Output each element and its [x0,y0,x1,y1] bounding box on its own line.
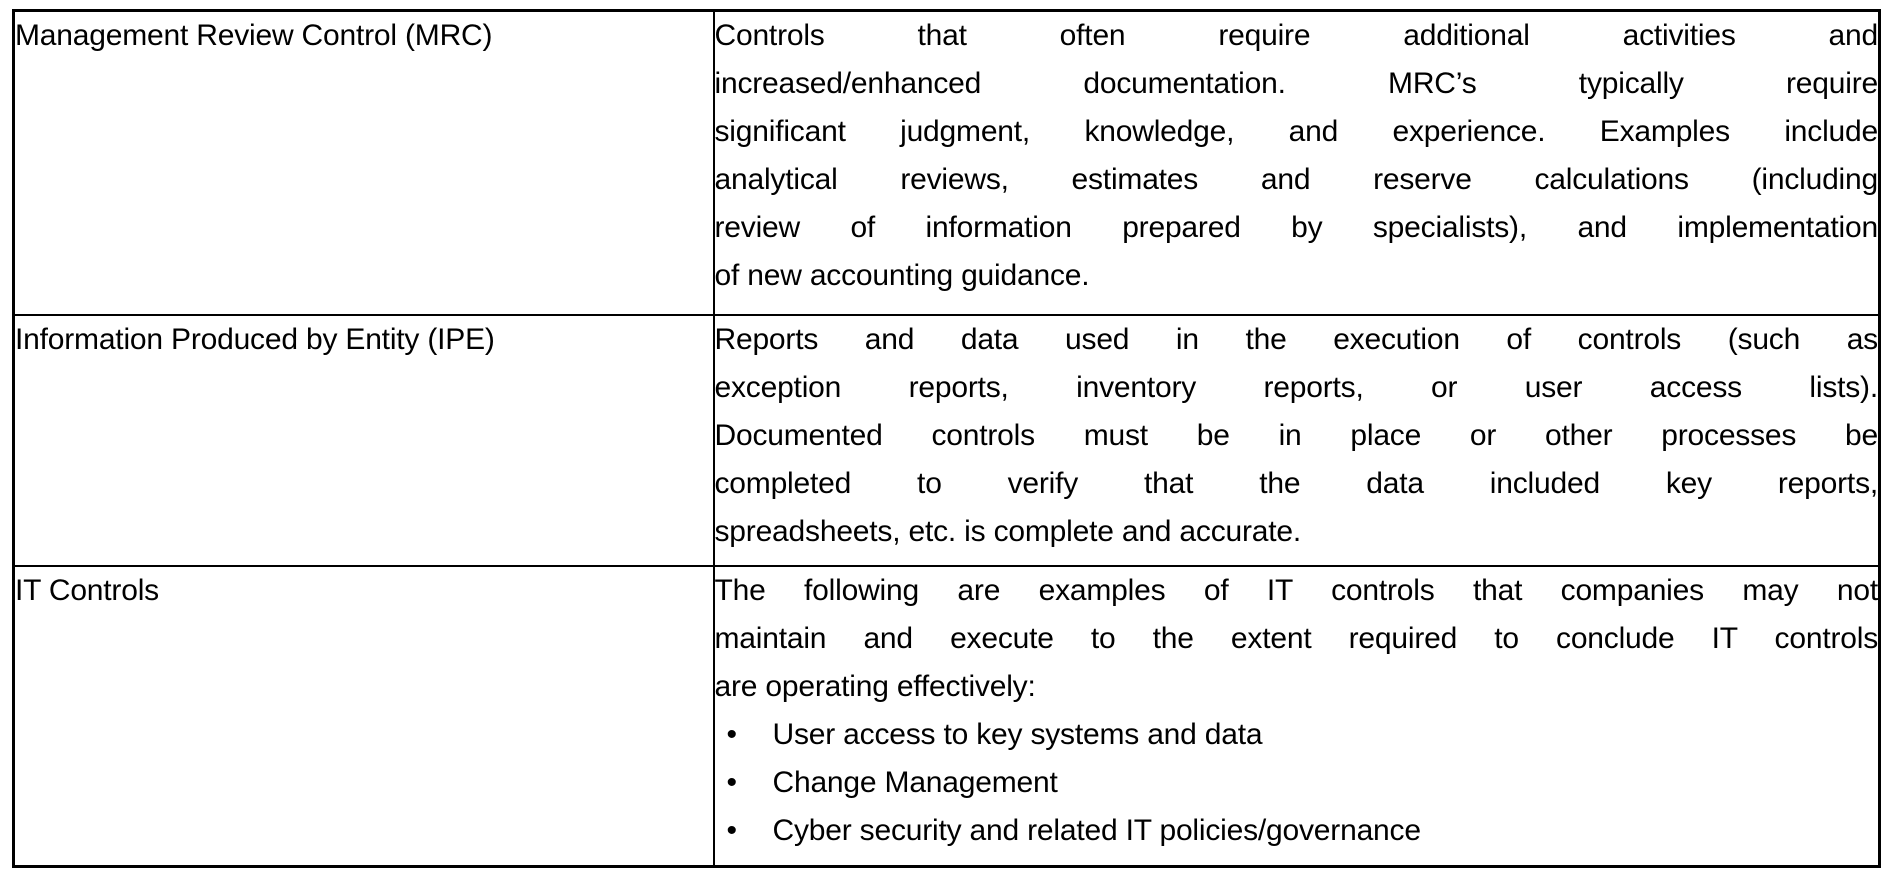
term-cell [14,11,714,315]
term-label: Management Review Control (MRC) [15,19,493,52]
definition-line: are operating effectively: [714,669,1036,703]
bullet-list [715,711,1879,855]
definition-cell [714,566,1880,867]
term-label: IT Controls [15,573,159,607]
definition-line: exception reports, inventory reports, or user access lists). [714,370,1878,404]
table-row [14,315,1880,566]
bullet-text: Cyber security and related IT policies/governance [772,813,1421,847]
bullet-text: User access to key systems and data [772,717,1263,751]
bullet-item [715,711,1879,759]
definition-line: Reports and data used in the execution of controls (such as [714,322,1878,356]
definition-line: of new accounting guidance. [714,259,1090,292]
definition-cell [714,315,1880,566]
term-cell [14,315,714,566]
definition-line: increased/enhanced documentation. MRC’s typically require [714,67,1878,100]
definition-line: significant judgment, knowledge, and experience. Examples include [714,115,1878,148]
definition-line: spreadsheets, etc. is complete and accurate. [714,514,1302,548]
bullet-icon: • [726,717,737,751]
definition-line: completed to verify that the data included key reports, [714,466,1878,500]
definition-line: Documented controls must be in place or other processes be [714,418,1878,452]
bullet-text: Change Management [772,765,1058,799]
definition-line: maintain and execute to the extent required to conclude IT controls [714,621,1878,655]
definitions-table [12,9,1881,868]
bullet-icon: • [726,765,737,799]
bullet-item [715,807,1879,855]
bullet-item [715,759,1879,807]
bullet-icon: • [726,813,737,847]
definition-cell [714,11,1880,315]
definition-line: review of information prepared by specialists), and implementation [714,211,1878,244]
definition-line: analytical reviews, estimates and reserve calculations (including [714,163,1878,196]
definition-line: Controls that often require additional activities and [714,19,1878,52]
table-row [14,566,1880,867]
term-cell [14,566,714,867]
definition-line: The following are examples of IT controls that companies may not [714,573,1878,607]
table-row [14,11,1880,315]
definitions-table-body [14,11,1880,867]
term-label: Information Produced by Entity (IPE) [15,322,495,356]
